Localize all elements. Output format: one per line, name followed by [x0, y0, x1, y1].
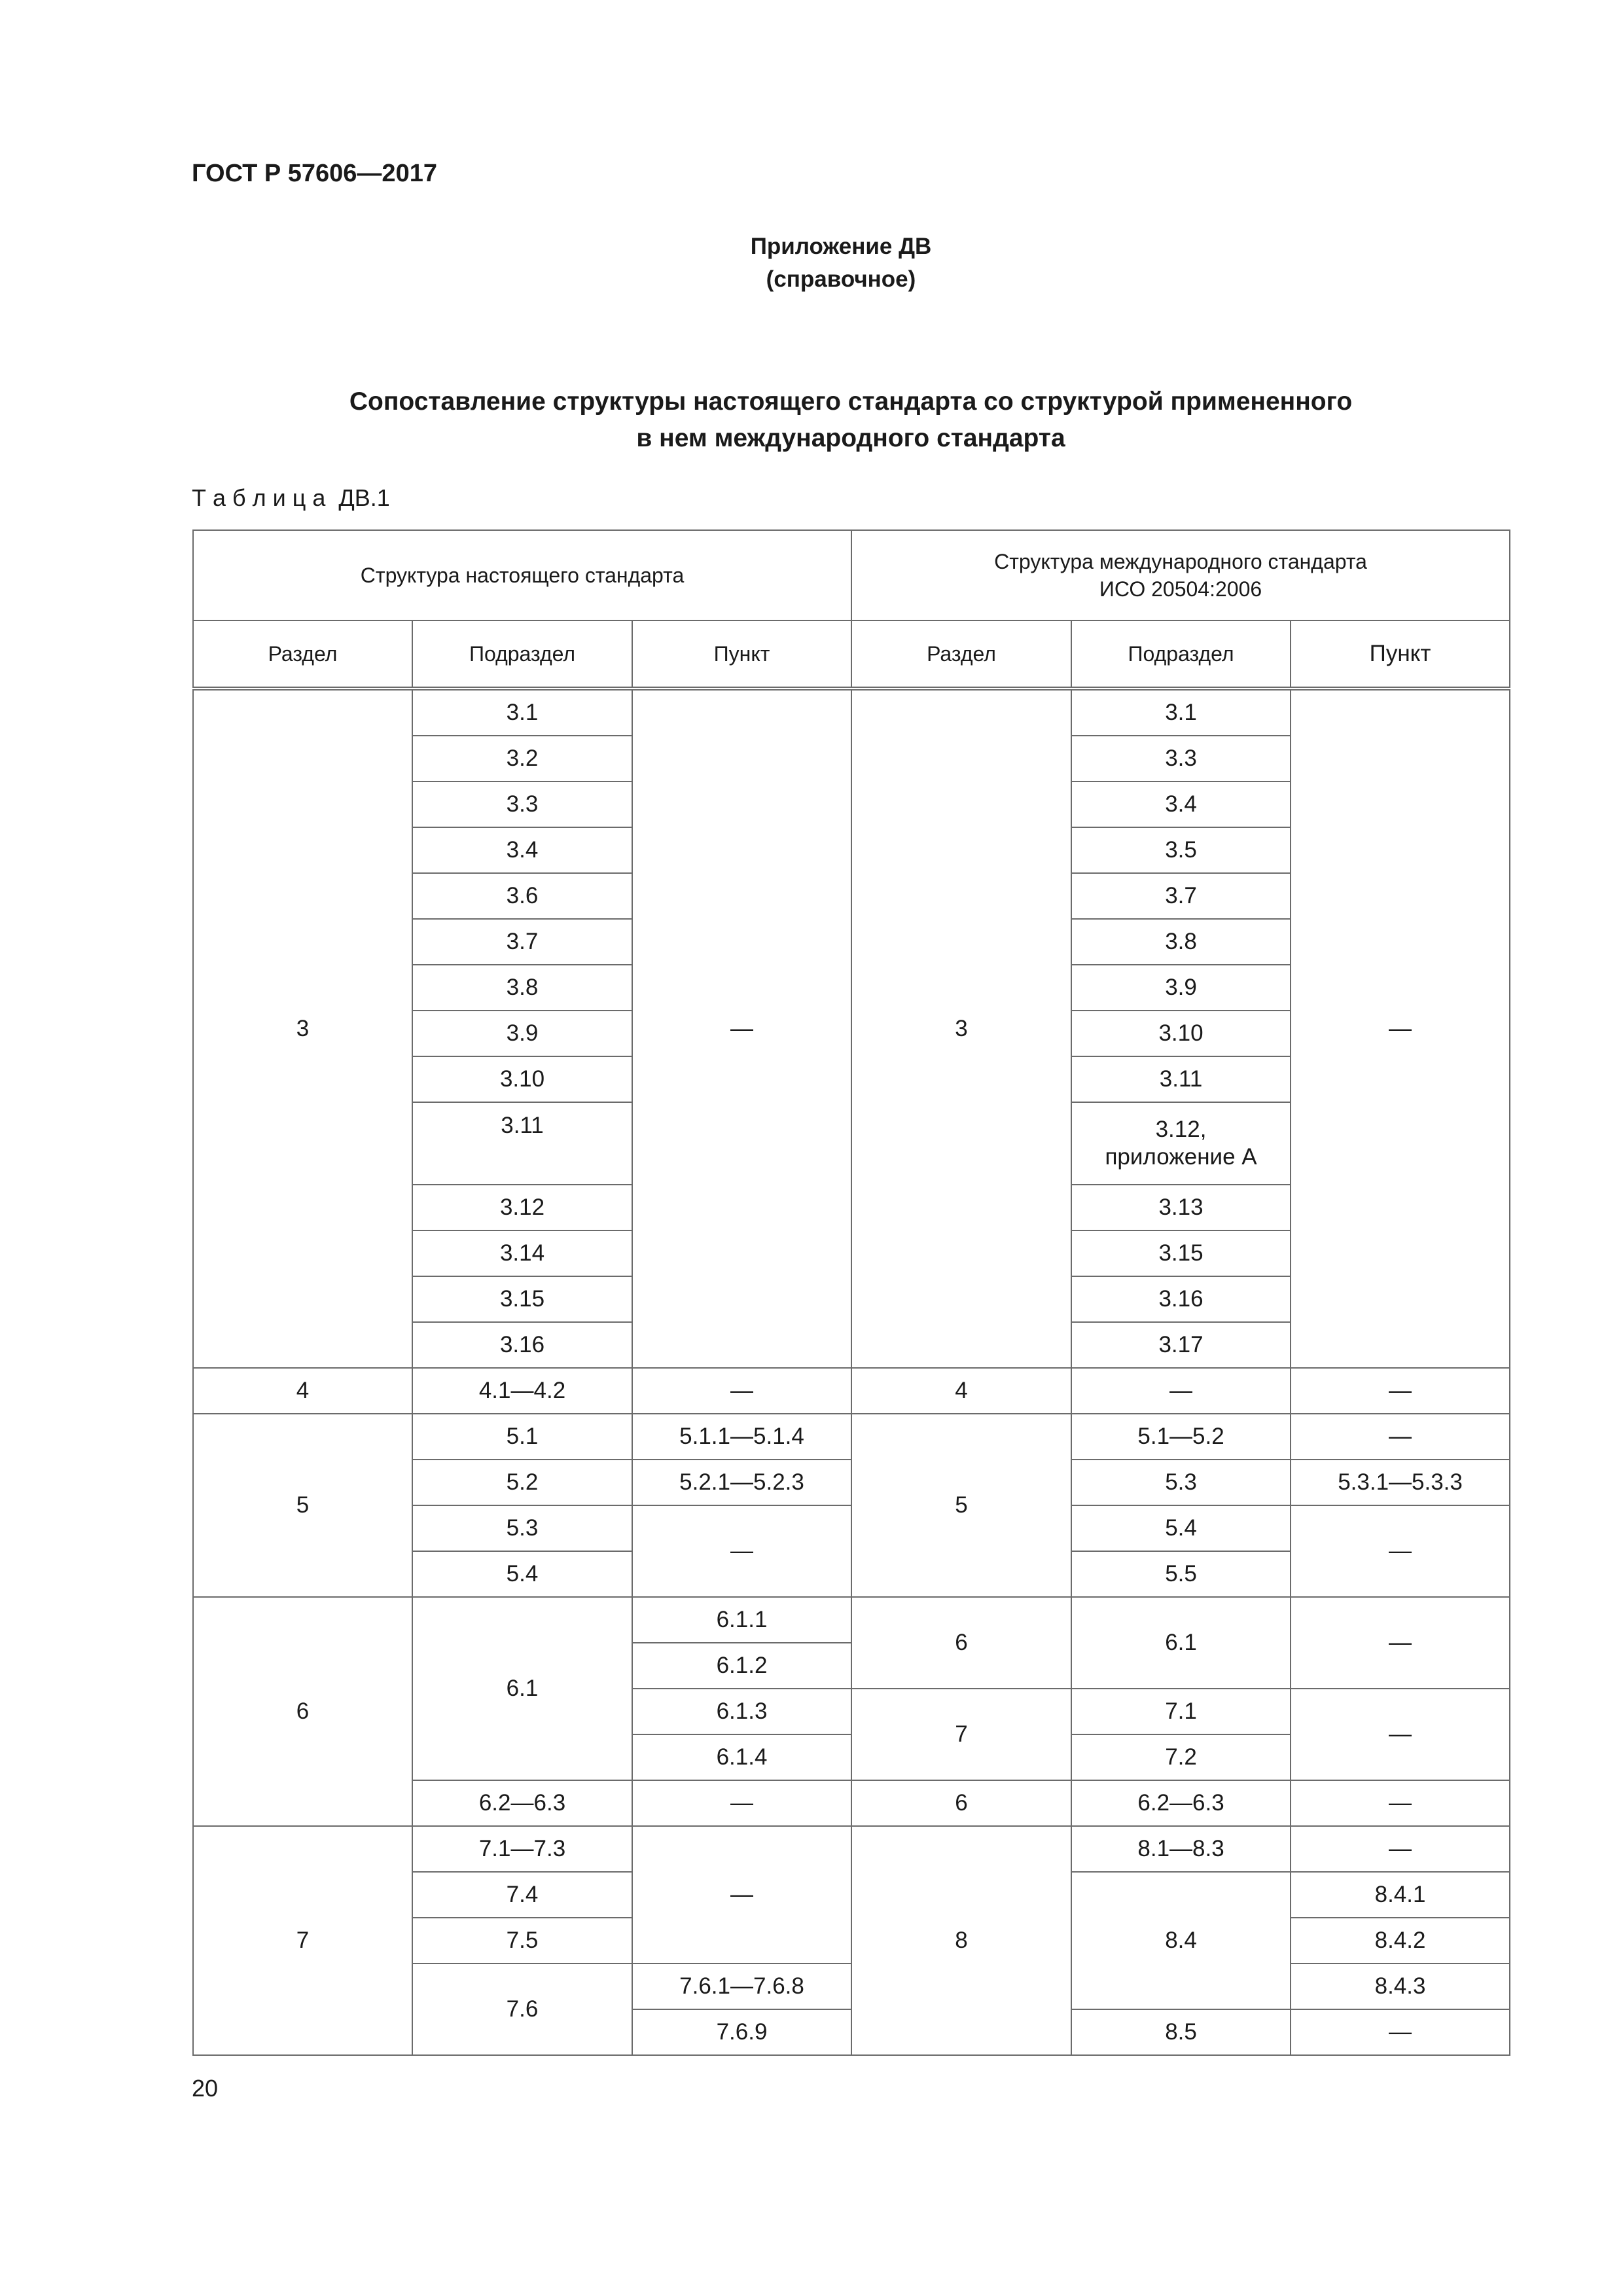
table-cell-line: приложение А [1105, 1144, 1257, 1170]
table-cell: 6.1.4 [632, 1734, 851, 1780]
table-row [193, 1414, 1510, 1460]
table-cell: 3.15 [1071, 1230, 1291, 1276]
column-header: Подраздел [412, 620, 632, 689]
table-cell: 6.2—6.3 [412, 1780, 632, 1826]
table-cell: 3.3 [412, 781, 632, 827]
table-cell: — [632, 689, 851, 1368]
table-cell: 8.1—8.3 [1071, 1826, 1291, 1872]
table-cell: 6.1.1 [632, 1597, 851, 1643]
table-row [193, 689, 1510, 736]
column-header: Раздел [193, 620, 412, 689]
table-cell: — [1291, 1597, 1510, 1689]
column-header: Пункт [632, 620, 851, 689]
table-cell: 3.1 [412, 689, 632, 736]
table-cell: 3.14 [412, 1230, 632, 1276]
table-cell: 8.4 [1071, 1872, 1291, 2009]
table-cell: 6.1.2 [632, 1643, 851, 1689]
table-cell: 7.5 [412, 1918, 632, 1964]
table-row [193, 1368, 1510, 1414]
table-cell: 3.9 [1071, 965, 1291, 1011]
table-cell: 8.4.2 [1291, 1918, 1510, 1964]
table-cell: 7 [193, 1826, 412, 2055]
table-cell: 6 [193, 1597, 412, 1826]
table-cell: 3.8 [412, 965, 632, 1011]
page-title [0, 384, 1623, 457]
table-cell: — [1291, 1414, 1510, 1460]
table-cell [1071, 1102, 1291, 1185]
group-header-international-line1: Структура международного стандарта [994, 550, 1367, 573]
table-cell: — [632, 1505, 851, 1597]
table-cell: 3.11 [1071, 1056, 1291, 1102]
table-cell: 5 [193, 1414, 412, 1597]
table-cell: 5.3 [412, 1505, 632, 1551]
table-cell: 6.1 [412, 1597, 632, 1780]
table-cell: 8.4.3 [1291, 1964, 1510, 2009]
group-header-current: Структура настоящего стандарта [193, 530, 851, 620]
column-header: Раздел [851, 620, 1071, 689]
table-cell: 7.6.1—7.6.8 [632, 1964, 851, 2009]
table-cell: 6.1.3 [632, 1689, 851, 1734]
table-cell: 8 [851, 1826, 1071, 2055]
table-cell: — [632, 1826, 851, 1964]
table-cell: 6 [851, 1780, 1071, 1826]
table-cell: 5.4 [1071, 1505, 1291, 1551]
table-row [193, 1826, 1510, 1872]
table-cell: 7.4 [412, 1872, 632, 1918]
table-cell: 3.11 [412, 1102, 632, 1185]
table-cell: — [1291, 1689, 1510, 1780]
table-cell: 3.16 [412, 1322, 632, 1368]
table-cell: — [1071, 1368, 1291, 1414]
page-number: 20 [192, 2075, 219, 2102]
table-cell: 5.5 [1071, 1551, 1291, 1597]
table-row [193, 1597, 1510, 1643]
title-line-1: Сопоставление структуры настоящего стандарта со структурой примененного [349, 387, 1353, 416]
table-cell: 3.10 [412, 1056, 632, 1102]
table-cell: 5.3.1—5.3.3 [1291, 1460, 1510, 1505]
group-header-international-line2: ИСО 20504:2006 [1099, 577, 1262, 601]
table-cell: 6 [851, 1597, 1071, 1689]
table-cell: 3.2 [412, 736, 632, 781]
column-header: Подраздел [1071, 620, 1291, 689]
table-cell: 7.6.9 [632, 2009, 851, 2055]
table-cell: — [1291, 1780, 1510, 1826]
comparison-table [192, 529, 1510, 2056]
table-header-row [193, 530, 1510, 620]
table-label: Т а б л и ц а ДВ.1 [192, 484, 390, 511]
table-cell: 3.7 [412, 919, 632, 965]
table-cell: 5.4 [412, 1551, 632, 1597]
column-header: Пункт [1291, 620, 1510, 689]
table-cell: 6.1 [1071, 1597, 1291, 1689]
table-cell: 3.17 [1071, 1322, 1291, 1368]
table-cell: 3.15 [412, 1276, 632, 1322]
table-cell: 6.2—6.3 [1071, 1780, 1291, 1826]
table-cell: 7.6 [412, 1964, 632, 2055]
table-cell: 3.12 [412, 1185, 632, 1230]
table-cell: 5.1—5.2 [1071, 1414, 1291, 1460]
table-cell: 3 [851, 689, 1071, 1368]
table-cell: 3 [193, 689, 412, 1368]
table-cell: 3.13 [1071, 1185, 1291, 1230]
document-code: ГОСТ Р 57606—2017 [192, 160, 437, 187]
table-cell: 3.16 [1071, 1276, 1291, 1322]
table-cell: — [1291, 1505, 1510, 1597]
table-cell: 7 [851, 1689, 1071, 1780]
table-cell: 7.1 [1071, 1689, 1291, 1734]
table-cell: 7.2 [1071, 1734, 1291, 1780]
table-cell: 5.2 [412, 1460, 632, 1505]
table-cell: 5.1.1—5.1.4 [632, 1414, 851, 1460]
table-cell: 3.4 [412, 827, 632, 873]
annex-type: (справочное) [766, 266, 916, 292]
table-cell: 3.8 [1071, 919, 1291, 965]
table-cell: — [1291, 1368, 1510, 1414]
table-cell: — [1291, 689, 1510, 1368]
table-cell-line: 3.12, [1155, 1117, 1207, 1142]
table-cell: 8.4.1 [1291, 1872, 1510, 1918]
group-header-international [851, 530, 1510, 620]
table-cell: 3.3 [1071, 736, 1291, 781]
table-cell: 4.1—4.2 [412, 1368, 632, 1414]
column-header-row [193, 620, 1510, 689]
annex-name: Приложение ДВ [750, 234, 932, 259]
table-cell: — [632, 1780, 851, 1826]
table-cell: 3.6 [412, 873, 632, 919]
table-cell: 5 [851, 1414, 1071, 1597]
table-cell: 5.2.1—5.2.3 [632, 1460, 851, 1505]
table-cell: 8.5 [1071, 2009, 1291, 2055]
table-cell: 5.3 [1071, 1460, 1291, 1505]
title-line-2: в нем международного стандарта [636, 424, 1065, 452]
table-cell: — [1291, 1826, 1510, 1872]
table-cell: 3.7 [1071, 873, 1291, 919]
table-cell: 4 [851, 1368, 1071, 1414]
table-cell: 5.1 [412, 1414, 632, 1460]
table-cell: 3.4 [1071, 781, 1291, 827]
table-cell: 7.1—7.3 [412, 1826, 632, 1872]
table-cell: — [1291, 2009, 1510, 2055]
table-cell: 3.10 [1071, 1011, 1291, 1056]
table-cell: 3.5 [1071, 827, 1291, 873]
table-cell: 3.1 [1071, 689, 1291, 736]
table-cell: 4 [193, 1368, 412, 1414]
annex-heading [0, 230, 1623, 296]
table-cell: — [632, 1368, 851, 1414]
table-cell: 3.9 [412, 1011, 632, 1056]
